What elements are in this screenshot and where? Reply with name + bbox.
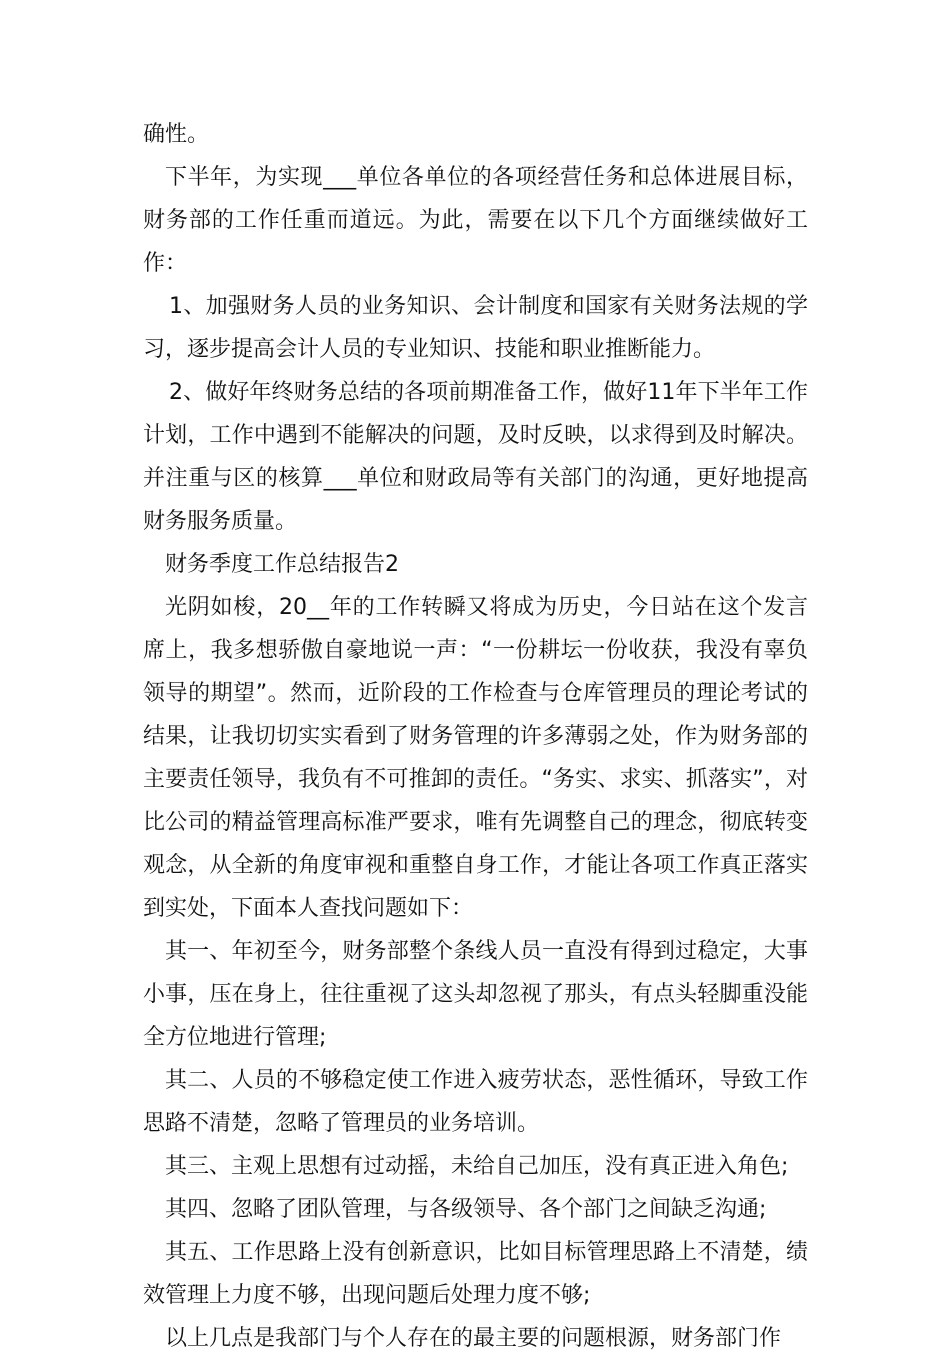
paragraph-second-half-plan: 下半年，为实现___单位各单位的各项经营任务和总体进展目标，财务部的工作任重而道远。为此，需要在以下几个方面继续做好工作： — [143, 165, 808, 276]
paragraph-problem-2: 其二、人员的不够稳定使工作进入疲劳状态，恶性循环，导致工作思路不清楚，忽略了管理员的业务培训。 — [143, 1068, 808, 1136]
paragraph-problem-5: 其五、工作思路上没有创新意识，比如目标管理思路上不清楚，绩效管理上力度不够，出现问题后处理力度不够; — [143, 1240, 808, 1308]
paragraph-problem-4: 其四、忽略了团队管理，与各级领导、各个部门之间缺乏沟通; — [165, 1197, 767, 1222]
paragraph-summary: 以上几点是我部门与个人存在的最主要的问题根源，财务部门作 — [165, 1326, 782, 1351]
document-body — [143, 113, 808, 1360]
paragraph-item-2: 2、做好年终财务总结的各项前期准备工作，做好11年下半年工作计划，工作中遇到不能解决的问题，及时反映，以求得到及时解决。并注重与区的核算___单位和财政局等有关部门的沟通，更好地提高财务服务质量。 — [143, 380, 808, 534]
paragraph-problem-1: 其一、年初至今，财务部整个条线人员一直没有得到过稳定，大事小事，压在身上，往往重视了这头却忽视了那头，有点头轻脚重没能全方位地进行管理; — [143, 939, 808, 1050]
paragraph-intro: 光阴如梭，20__年的工作转瞬又将成为历史，今日站在这个发言席上，我多想骄傲自豪地说一声：“一份耕坛一份收获，我没有辜负领导的期望”。然而，近阶段的工作检查与仓库管理员的理论考试的结果，让我切切实实看到了财务管理的许多薄弱之处，作为财务部的主要责任领导，我负有不可推卸的责任。“务实、求实、抓落实”，对比公司的精益管理高标准严要求，唯有先调整自己的理念，彻底转变观念，从全新的角度审视和重整自身工作，才能让各项工作真正落实到实处，下面本人查找问题如下： — [143, 595, 808, 921]
paragraph-item-1: 1、加强财务人员的业务知识、会计制度和国家有关财务法规的学习，逐步提高会计人员的专业知识、技能和职业推断能力。 — [143, 294, 808, 362]
paragraph-continuation: 确性。 — [143, 122, 210, 147]
paragraph-problem-3: 其三、主观上思想有过动摇，未给自己加压，没有真正进入角色; — [165, 1154, 789, 1179]
section-heading: 财务季度工作总结报告2 — [165, 552, 399, 577]
